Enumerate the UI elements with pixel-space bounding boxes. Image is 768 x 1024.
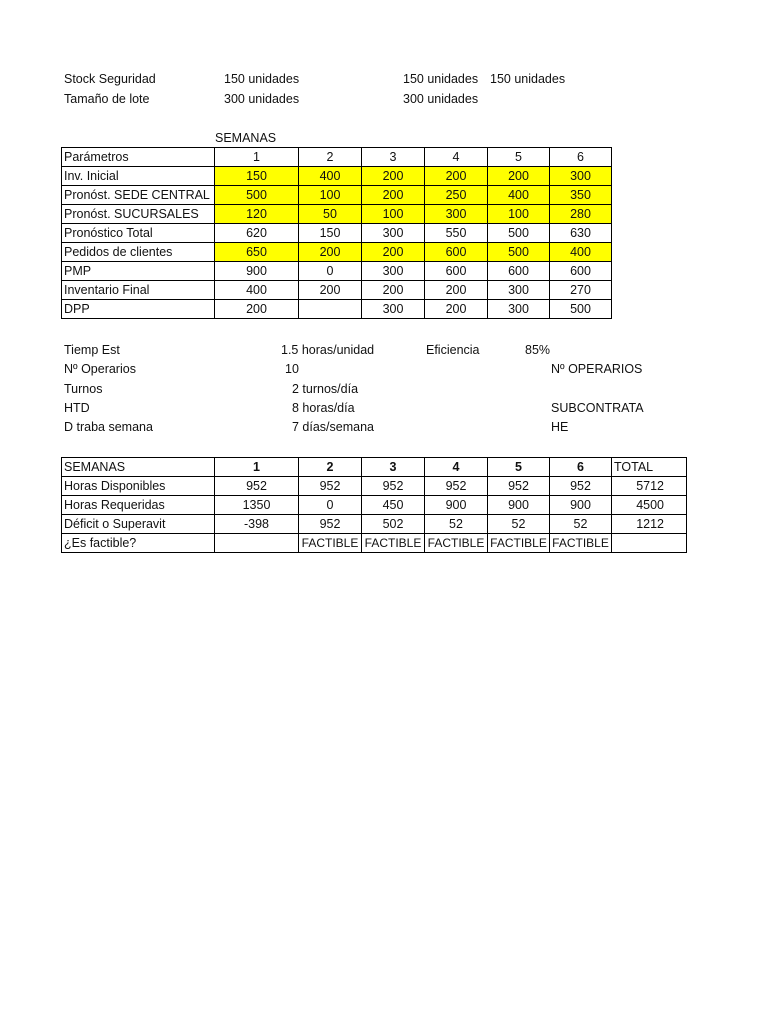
table-cell: 200 (362, 243, 425, 262)
table-cell: 300 (362, 300, 425, 319)
table-cell: 400 (215, 281, 299, 300)
header-total: TOTAL (612, 458, 687, 477)
table-cell: 150 (215, 167, 299, 186)
total-cell: 4500 (612, 496, 687, 515)
mps-table (61, 147, 612, 319)
row-label: Pronóstico Total (62, 224, 215, 243)
table-cell: 900 (425, 496, 488, 515)
header-week-4: 4 (425, 458, 488, 477)
table-cell (299, 300, 362, 319)
subcontrata-label: SUBCONTRATA (551, 401, 644, 415)
row-label: Horas Requeridas (62, 496, 215, 515)
table-row (62, 300, 612, 319)
table-cell: 600 (488, 262, 550, 281)
table-cell: 620 (215, 224, 299, 243)
table-cell: FACTIBLE (425, 534, 488, 553)
header-week-2: 2 (299, 458, 362, 477)
table-cell: 200 (215, 300, 299, 319)
table-row (62, 477, 687, 496)
table-cell: 280 (550, 205, 612, 224)
table-cell: 120 (215, 205, 299, 224)
table-row (62, 262, 612, 281)
stock-seguridad-label: Stock Seguridad (64, 72, 156, 86)
table-cell: 300 (550, 167, 612, 186)
header-week-3: 3 (362, 148, 425, 167)
table-cell: 300 (362, 262, 425, 281)
table-cell: 100 (299, 186, 362, 205)
tiempo-est-label: Tiemp Est (64, 343, 120, 357)
table-cell: -398 (215, 515, 299, 534)
eficiencia-value: 85% (525, 343, 551, 357)
stock-seguridad-value-3: 150 unidades (490, 72, 566, 86)
row-label: Inv. Inicial (62, 167, 215, 186)
header-week-1: 1 (215, 148, 299, 167)
row-label: Pronóst. SEDE CENTRAL (62, 186, 215, 205)
table-cell: 52 (550, 515, 612, 534)
table-cell: 200 (362, 186, 425, 205)
table-row (62, 224, 612, 243)
table-cell: 100 (362, 205, 425, 224)
table-cell: 952 (488, 477, 550, 496)
table-cell: FACTIBLE (550, 534, 612, 553)
row-label: Inventario Final (62, 281, 215, 300)
table-cell: 952 (299, 477, 362, 496)
tamano-lote-value-1: 300 unidades (224, 92, 300, 106)
table-cell: 300 (488, 300, 550, 319)
table-cell: 200 (299, 243, 362, 262)
table-cell: 200 (362, 281, 425, 300)
table-cell: 650 (215, 243, 299, 262)
table-cell: 300 (425, 205, 488, 224)
row-label: ¿Es factible? (62, 534, 215, 553)
table-cell: 0 (299, 262, 362, 281)
eficiencia-label: Eficiencia (426, 343, 480, 357)
row-label: Pedidos de clientes (62, 243, 215, 262)
htd-label: HTD (64, 401, 90, 415)
total-cell (612, 534, 687, 553)
header-week-6: 6 (550, 458, 612, 477)
table-cell: FACTIBLE (362, 534, 425, 553)
table-cell: 550 (425, 224, 488, 243)
table-cell: 350 (550, 186, 612, 205)
table-row (62, 167, 612, 186)
table-cell: 100 (488, 205, 550, 224)
table-cell: 270 (550, 281, 612, 300)
row-label: Horas Disponibles (62, 477, 215, 496)
table-cell: 200 (488, 167, 550, 186)
operarios-label: Nº Operarios (64, 362, 136, 376)
total-cell: 5712 (612, 477, 687, 496)
capacity-header-row (62, 458, 687, 477)
table-row (62, 243, 612, 262)
he-label: HE (551, 420, 569, 434)
table-cell: 952 (425, 477, 488, 496)
header-week-4: 4 (425, 148, 488, 167)
table-cell: 50 (299, 205, 362, 224)
table-cell: 0 (299, 496, 362, 515)
stock-seguridad-value-1: 150 unidades (224, 72, 300, 86)
table-cell: 250 (425, 186, 488, 205)
table-cell: 400 (299, 167, 362, 186)
table-cell: 500 (550, 300, 612, 319)
table-cell: 900 (215, 262, 299, 281)
table-row (62, 281, 612, 300)
table-cell: 600 (425, 243, 488, 262)
table-cell: 952 (215, 477, 299, 496)
table-cell: 500 (488, 224, 550, 243)
table-cell: 502 (362, 515, 425, 534)
table-row (62, 515, 687, 534)
total-cell: 1212 (612, 515, 687, 534)
table-cell: 150 (299, 224, 362, 243)
table-cell: 200 (362, 167, 425, 186)
header-week-5: 5 (488, 148, 550, 167)
table-cell: 300 (362, 224, 425, 243)
dias-semana-label: D traba semana (64, 420, 153, 434)
row-label: Pronóst. SUCURSALES (62, 205, 215, 224)
table-cell: 500 (488, 243, 550, 262)
header-week-2: 2 (299, 148, 362, 167)
table-cell: 400 (550, 243, 612, 262)
table-cell: FACTIBLE (299, 534, 362, 553)
table-cell: 500 (215, 186, 299, 205)
table-cell: 300 (488, 281, 550, 300)
table-cell: 200 (425, 281, 488, 300)
table-row (62, 496, 687, 515)
operarios-value: 10 (285, 362, 299, 376)
row-label: PMP (62, 262, 215, 281)
header-week-1: 1 (215, 458, 299, 477)
header-week-5: 5 (488, 458, 550, 477)
tamano-lote-label: Tamaño de lote (64, 92, 150, 106)
table-row (62, 186, 612, 205)
table-cell: 600 (550, 262, 612, 281)
tamano-lote-value-2: 300 unidades (403, 92, 479, 106)
table-cell (215, 534, 299, 553)
row-label: DPP (62, 300, 215, 319)
table-cell: 630 (550, 224, 612, 243)
dias-semana-value: 7 días/semana (292, 420, 374, 434)
stock-seguridad-value-2: 150 unidades (403, 72, 479, 86)
table-cell: 952 (550, 477, 612, 496)
table-cell: 200 (425, 167, 488, 186)
table-cell: FACTIBLE (488, 534, 550, 553)
table-cell: 450 (362, 496, 425, 515)
table-cell: 952 (299, 515, 362, 534)
table-row (62, 534, 687, 553)
htd-value: 8 horas/día (292, 401, 355, 415)
operarios-right-label: Nº OPERARIOS (551, 362, 643, 376)
table-cell: 200 (425, 300, 488, 319)
table-cell: 52 (425, 515, 488, 534)
header-week-3: 3 (362, 458, 425, 477)
table-cell: 900 (488, 496, 550, 515)
header-parametros: Parámetros (62, 148, 215, 167)
table-cell: 952 (362, 477, 425, 496)
table-cell: 52 (488, 515, 550, 534)
table-cell: 400 (488, 186, 550, 205)
header-semanas: SEMANAS (62, 458, 215, 477)
capacity-table (61, 457, 687, 553)
semanas-caption: SEMANAS (215, 131, 277, 145)
header-week-6: 6 (550, 148, 612, 167)
mps-header-row (62, 148, 612, 167)
turnos-label: Turnos (64, 382, 103, 396)
table-cell: 200 (299, 281, 362, 300)
turnos-value: 2 turnos/día (292, 382, 359, 396)
table-cell: 600 (425, 262, 488, 281)
table-cell: 900 (550, 496, 612, 515)
table-cell: 1350 (215, 496, 299, 515)
tiempo-est-value: 1.5 horas/unidad (281, 343, 375, 357)
table-row (62, 205, 612, 224)
row-label: Déficit o Superavit (62, 515, 215, 534)
